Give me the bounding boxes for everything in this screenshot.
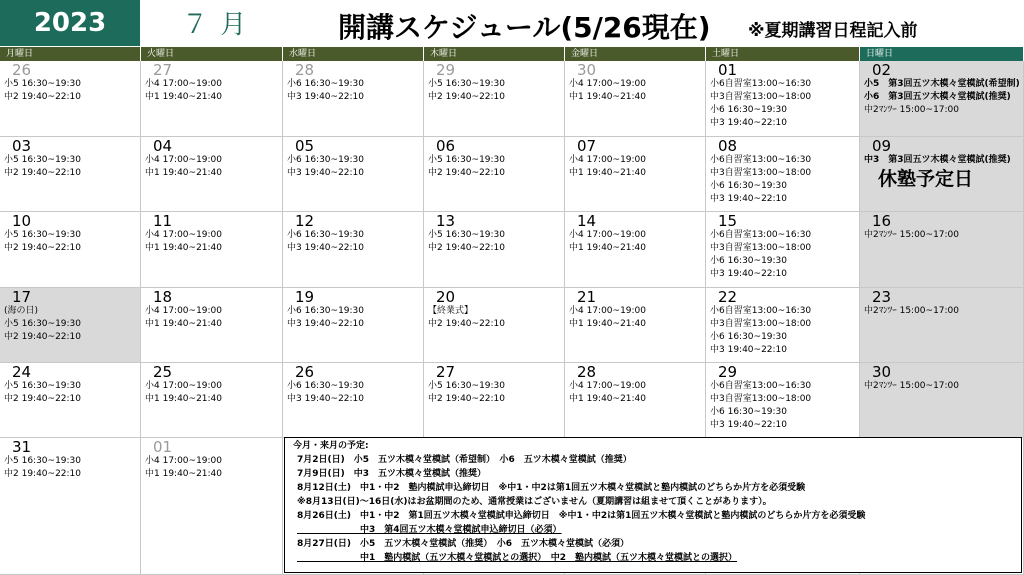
schedule-entry: 小6 16:30~19:30 [710, 181, 788, 191]
schedule-entry: 中1 19:40~21:40 [145, 319, 223, 329]
calendar-day-cell [565, 363, 706, 438]
calendar-day-cell [141, 61, 283, 137]
calendar-day-cell [424, 212, 565, 288]
day-number: 31 [12, 438, 32, 456]
schedule-entry: 中1 19:40~21:40 [145, 469, 223, 479]
calendar-day-cell [141, 438, 283, 575]
schedule-entry: 小5 16:30~19:30 [428, 230, 506, 240]
schedule-entry: 中3 第3回五ツ木模々堂模試(推奨) [864, 155, 1011, 165]
day-number: 15 [718, 212, 738, 230]
notes-line: 8月27日(日) 小5 五ツ木模々堂模試（推奨） 小6 五ツ木模々堂模試（必須） [297, 539, 630, 549]
schedule-entry: 小4 17:00~19:00 [569, 155, 647, 165]
schedule-entry: 中2 19:40~22:10 [428, 243, 506, 253]
schedule-entry: 中3自習室13:00~18:00 [710, 243, 812, 253]
schedule-entry: 中3自習室13:00~18:00 [710, 92, 812, 102]
schedule-entry: 中2 19:40~22:10 [428, 319, 506, 329]
weekday-header-4: 金曜日 [565, 47, 705, 61]
day-number: 07 [577, 137, 597, 155]
schedule-entry: 中3 19:40~22:10 [710, 118, 788, 128]
schedule-entry: 小4 17:00~19:00 [569, 381, 647, 391]
day-number: 30 [872, 363, 892, 381]
schedule-entry: 中1 19:40~21:40 [145, 394, 223, 404]
notes-line: 7月2日(日) 小5 五ツ木模々堂模試（希望制） 小6 五ツ木模々堂模試（推奨） [297, 455, 632, 465]
schedule-entry: 小6 第3回五ツ木模々堂模試(推奨) [864, 92, 1011, 102]
schedule-entry: 中3 19:40~22:10 [287, 243, 365, 253]
calendar-day-cell [424, 288, 565, 363]
schedule-entry: 中3 19:40~22:10 [710, 194, 788, 204]
day-number: 01 [718, 61, 738, 79]
notes-line: 中3 第4回五ツ木模々堂模試申込締切日（必須） [297, 525, 562, 535]
weekday-header-0: 月曜日 [0, 47, 140, 61]
schedule-entry: 中2ﾏﾝﾂｰ 15:00~17:00 [864, 306, 960, 316]
schedule-entry: 小5 16:30~19:30 [428, 155, 506, 165]
calendar-day-cell [706, 212, 860, 288]
calendar-day-cell [565, 288, 706, 363]
calendar-day-cell [141, 288, 283, 363]
schedule-entry: 小6 16:30~19:30 [710, 105, 788, 115]
page-title: 開講スケジュール(5/26現在) [338, 11, 711, 44]
calendar-day-cell [0, 438, 141, 575]
schedule-entry: 小6 16:30~19:30 [287, 79, 365, 89]
day-number: 17 [12, 288, 32, 306]
schedule-entry: 小4 17:00~19:00 [145, 381, 223, 391]
schedule-entry: 中1 19:40~21:40 [569, 243, 647, 253]
day-number: 10 [12, 212, 32, 230]
calendar-day-cell [283, 288, 424, 363]
schedule-entry: 小6自習室13:00~16:30 [710, 381, 812, 391]
schedule-entry: 中1 19:40~21:40 [145, 243, 223, 253]
schedule-entry: 小4 17:00~19:00 [145, 79, 223, 89]
schedule-entry: 小6自習室13:00~16:30 [710, 230, 812, 240]
calendar-day-cell [283, 212, 424, 288]
day-number: 13 [436, 212, 456, 230]
schedule-entry: 小6 16:30~19:30 [710, 407, 788, 417]
month-label: ７ 月 [182, 10, 249, 40]
notes-line: 中1 塾内模試（五ツ木模々堂模試との選択） 中2 塾内模試（五ツ木模々堂模試との選択） [297, 553, 738, 563]
schedule-entry: 小5 16:30~19:30 [4, 456, 82, 466]
day-number: 29 [436, 61, 456, 79]
schedule-entry: 中1 19:40~21:40 [569, 168, 647, 178]
schedule-entry: 中2 19:40~22:10 [4, 394, 82, 404]
schedule-entry: 小4 17:00~19:00 [569, 306, 647, 316]
day-number: 09 [872, 137, 892, 155]
schedule-entry: 中2 19:40~22:10 [428, 92, 506, 102]
calendar-day-cell [565, 61, 706, 137]
calendar-day-cell [141, 137, 283, 212]
notes-line: ※8月13日(日)～16日(水)はお盆期間のため、通常授業はございません（夏期講習は組ませて頂くことがあります）。 [297, 497, 772, 507]
schedule-entry: 中2 19:40~22:10 [4, 243, 82, 253]
closed-day-label: 休塾予定日 [878, 168, 974, 190]
day-number: 16 [872, 212, 892, 230]
day-number: 02 [872, 61, 892, 79]
schedule-entry: 中2ﾏﾝﾂｰ 15:00~17:00 [864, 230, 960, 240]
day-number: 03 [12, 137, 32, 155]
upcoming-schedule-box [284, 437, 1022, 573]
year-label: 2023 [0, 0, 140, 46]
notes-line: 7月9日(日) 中3 五ツ木模々堂模試（推奨） [297, 469, 487, 479]
weekday-header-row [0, 47, 1024, 61]
schedule-entry: 中1 19:40~21:40 [145, 168, 223, 178]
calendar-day-cell [283, 61, 424, 137]
schedule-entry: 中1 19:40~21:40 [569, 92, 647, 102]
calendar-day-cell [706, 137, 860, 212]
calendar-day-cell [565, 137, 706, 212]
notes-line: 8月12日(土) 中1・中2 塾内模試申込締切日 ※中1・中2は第1回五ツ木模々堂模試と塾内模試のどちらか片方を必須受験 [297, 483, 806, 493]
schedule-entry: 中2 19:40~22:10 [428, 168, 506, 178]
schedule-entry: 小4 17:00~19:00 [145, 306, 223, 316]
schedule-entry: 中2 19:40~22:10 [4, 92, 82, 102]
day-number: 05 [295, 137, 315, 155]
day-number: 21 [577, 288, 597, 306]
page-subtitle: ※夏期講習日程記入前 [748, 21, 918, 41]
schedule-entry: 中2 19:40~22:10 [4, 332, 82, 342]
schedule-entry: 中2 19:40~22:10 [4, 168, 82, 178]
day-number: 01 [153, 438, 173, 456]
calendar-day-cell [424, 363, 565, 438]
calendar-day-cell [283, 137, 424, 212]
schedule-entry: 中3自習室13:00~18:00 [710, 319, 812, 329]
schedule-entry: 【終業式】 [428, 306, 474, 316]
schedule-entry: 小6 16:30~19:30 [287, 230, 365, 240]
schedule-entry: 小5 16:30~19:30 [4, 230, 82, 240]
day-number: 26 [12, 61, 32, 79]
weekday-header-5: 土曜日 [706, 47, 859, 61]
calendar-day-cell [860, 61, 1024, 137]
calendar-day-cell [0, 212, 141, 288]
schedule-entry: 小6自習室13:00~16:30 [710, 155, 812, 165]
day-number: 27 [436, 363, 456, 381]
schedule-entry: 小6自習室13:00~16:30 [710, 79, 812, 89]
schedule-entry: 小6 16:30~19:30 [287, 155, 365, 165]
schedule-entry: 中1 19:40~21:40 [145, 92, 223, 102]
day-number: 25 [153, 363, 173, 381]
day-number: 06 [436, 137, 456, 155]
calendar-day-cell [565, 212, 706, 288]
schedule-entry: 小5 16:30~19:30 [4, 381, 82, 391]
schedule-entry: 小6 16:30~19:30 [287, 381, 365, 391]
weekday-header-3: 木曜日 [424, 47, 564, 61]
schedule-entry: 中2ﾏﾝﾂｰ 15:00~17:00 [864, 381, 960, 391]
day-number: 23 [872, 288, 892, 306]
day-number: 28 [577, 363, 597, 381]
day-number: 24 [12, 363, 32, 381]
notes-line: 8月26日(土) 中1・中2 第1回五ツ木模々堂模試申込締切日 ※中1・中2は第1回五ツ木模々堂模試と塾内模試のどちらか片方を必須受験 [297, 511, 866, 521]
schedule-entry: 中3 19:40~22:10 [710, 345, 788, 355]
schedule-entry: 中3 19:40~22:10 [287, 394, 365, 404]
day-number: 14 [577, 212, 597, 230]
schedule-entry: 小6 16:30~19:30 [710, 332, 788, 342]
calendar-day-cell [283, 363, 424, 438]
day-number: 26 [295, 363, 315, 381]
schedule-entry: 中2 19:40~22:10 [4, 469, 82, 479]
schedule-entry: 小5 16:30~19:30 [428, 381, 506, 391]
calendar-day-cell [860, 212, 1024, 288]
schedule-entry: 小6自習室13:00~16:30 [710, 306, 812, 316]
schedule-entry: 小4 17:00~19:00 [145, 456, 223, 466]
calendar-day-cell [0, 363, 141, 438]
schedule-entry: 中3 19:40~22:10 [287, 319, 365, 329]
weekday-header-2: 水曜日 [283, 47, 423, 61]
schedule-entry: 小4 17:00~19:00 [145, 230, 223, 240]
schedule-entry: 中1 19:40~21:40 [569, 394, 647, 404]
calendar-day-cell [424, 61, 565, 137]
calendar-day-cell [706, 363, 860, 438]
schedule-entry: 中3自習室13:00~18:00 [710, 168, 812, 178]
day-number: 04 [153, 137, 173, 155]
day-number: 28 [295, 61, 315, 79]
day-number: 11 [153, 212, 173, 230]
calendar-day-cell [0, 61, 141, 137]
calendar-day-cell [141, 363, 283, 438]
day-number: 30 [577, 61, 597, 79]
calendar-day-cell [141, 212, 283, 288]
schedule-entry: 小4 17:00~19:00 [569, 79, 647, 89]
day-number: 29 [718, 363, 738, 381]
schedule-entry: 中3 19:40~22:10 [710, 269, 788, 279]
schedule-entry: 中3 19:40~22:10 [287, 92, 365, 102]
calendar-day-cell [706, 288, 860, 363]
schedule-entry: 中2ﾏﾝﾂｰ 15:00~17:00 [864, 105, 960, 115]
day-number: 19 [295, 288, 315, 306]
schedule-entry: 中3自習室13:00~18:00 [710, 394, 812, 404]
day-number: 12 [295, 212, 315, 230]
schedule-entry: 小5 16:30~19:30 [428, 79, 506, 89]
schedule-entry: 小4 17:00~19:00 [145, 155, 223, 165]
calendar-day-cell [0, 137, 141, 212]
schedule-entry: (海の日) [4, 306, 39, 316]
schedule-entry: 中3 19:40~22:10 [710, 420, 788, 430]
day-number: 20 [436, 288, 456, 306]
day-number: 27 [153, 61, 173, 79]
weekday-header-6: 日曜日 [860, 47, 1023, 61]
calendar-day-cell [706, 61, 860, 137]
schedule-entry: 小5 16:30~19:30 [4, 319, 82, 329]
day-number: 18 [153, 288, 173, 306]
calendar-day-cell [860, 288, 1024, 363]
calendar-day-cell [860, 137, 1024, 212]
calendar-day-cell [0, 288, 141, 363]
schedule-entry: 小6 16:30~19:30 [710, 256, 788, 266]
schedule-entry: 小5 第3回五ツ木模々堂模試(希望制) [864, 79, 1020, 89]
calendar-day-cell [860, 363, 1024, 438]
schedule-entry: 小4 17:00~19:00 [569, 230, 647, 240]
notes-heading: 今月・来月の予定: [293, 441, 369, 451]
weekday-header-1: 火曜日 [141, 47, 282, 61]
schedule-entry: 小6 16:30~19:30 [287, 306, 365, 316]
schedule-entry: 小5 16:30~19:30 [4, 155, 82, 165]
day-number: 22 [718, 288, 738, 306]
schedule-entry: 中1 19:40~21:40 [569, 319, 647, 329]
schedule-entry: 中2 19:40~22:10 [428, 394, 506, 404]
day-number: 08 [718, 137, 738, 155]
calendar-day-cell [424, 137, 565, 212]
schedule-entry: 中3 19:40~22:10 [287, 168, 365, 178]
schedule-entry: 小5 16:30~19:30 [4, 79, 82, 89]
